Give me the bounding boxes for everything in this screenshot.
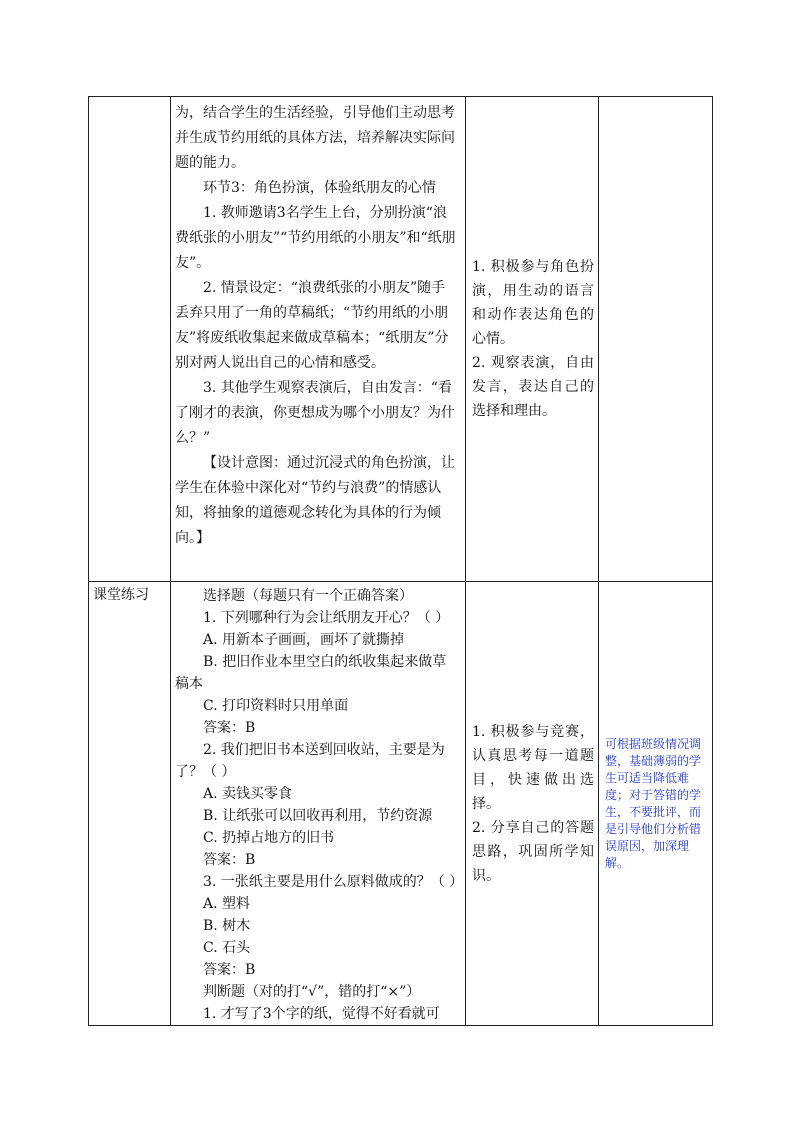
teacher-note: 可根据班级情况调整，基础薄弱的学生可适当降低难度；对于答错的学生，不要批评，而是引导他们分析错误原因，加深理解。 xyxy=(605,736,702,870)
student-activity-cell xyxy=(466,97,599,582)
exercise-line: 答案：B xyxy=(203,720,256,736)
exercise-line: 3. 一张纸主要是用什么原料做成的？（ ） xyxy=(203,874,464,890)
exercise-line: A. 塑料 xyxy=(203,896,251,912)
table-row xyxy=(89,97,713,582)
student-activity-1: 1. 积极参与竞赛，认真思考每一道题目，快速做出选择。 xyxy=(472,723,594,812)
stage-label: 课堂练习 xyxy=(93,587,149,603)
step-title: 环节3：角色扮演，体验纸朋友的心情 xyxy=(203,180,436,196)
paragraph-continuation: 为，结合学生的生活经验，引导他们主动思考并生成节约用纸的具体方法，培养解决实际问题的能力。 xyxy=(175,105,455,171)
table-row xyxy=(89,582,713,1026)
exercise-line: A. 卖钱买零食 xyxy=(203,786,293,802)
exercise-line: 答案：B xyxy=(203,962,256,978)
student-activity-cell xyxy=(466,582,599,1026)
student-activity-2: 2. 分享自己的答题思路，巩固所学知识。 xyxy=(472,819,594,884)
exercise-list xyxy=(171,582,465,1025)
exercise-line: 选择题（每题只有一个正确答案） xyxy=(203,588,413,604)
exercise-line: C. 扔掉占地方的旧书 xyxy=(203,830,335,846)
teacher-activity-cell xyxy=(171,97,466,582)
student-activity-2: 2. 观察表演，自由发言，表达自己的选择和理由。 xyxy=(472,355,594,419)
exercise-line: 1. 下列哪种行为会让纸朋友开心？（ ） xyxy=(203,610,450,626)
exercise-line: 2. 我们把旧书本送到回收站，主要是为了？（ ） xyxy=(175,742,445,780)
exercise-line: B. 让纸张可以回收再利用，节约资源 xyxy=(203,808,433,824)
lesson-plan-table xyxy=(88,96,713,1026)
step-2: 2. 情景设定：“浪费纸张的小朋友”随手丢弃只用了一角的草稿纸；“节约用纸的小朋友”将废纸收集起来做成草稿本；“纸朋友”分别对两人说出自己的心情和感受。 xyxy=(175,280,449,371)
exercise-line: A. 用新本子画画，画坏了就撕掉 xyxy=(203,632,405,648)
student-activity-1: 1. 积极参与角色扮演，用生动的语言和动作表达角色的心情。 xyxy=(472,259,594,347)
exercise-line: B. 树木 xyxy=(203,918,251,934)
design-intent: 【设计意图：通过沉浸式的角色扮演，让学生在体验中深化对“节约与浪费”的情感认知，将抽象的道德观念转化为具体的行为倾向。】 xyxy=(175,455,455,546)
stage-cell xyxy=(89,582,171,1026)
notes-cell xyxy=(599,582,713,1026)
step-3: 3. 其他学生观察表演后，自由发言：“看了刚才的表演，你更想成为哪个小朋友？为什么？” xyxy=(175,380,455,446)
exercise-line: 1. 才写了3个字的纸，觉得不好看就可 xyxy=(203,1006,440,1022)
exercise-cell xyxy=(171,582,466,1026)
step-1: 1. 教师邀请3名学生上台，分别扮演“浪费纸张的小朋友”“节约用纸的小朋友”和“纸朋友”。 xyxy=(175,205,456,271)
stage-cell xyxy=(89,97,171,582)
exercise-line: C. 石头 xyxy=(203,940,251,956)
exercise-line: 答案：B xyxy=(203,852,256,868)
exercise-line: 判断题（对的打“√”，错的打“×”） xyxy=(203,984,421,1000)
exercise-line: C. 打印资料时只用单面 xyxy=(203,698,349,714)
exercise-line: B. 把旧作业本里空白的纸收集起来做草稿本 xyxy=(175,654,447,692)
notes-cell xyxy=(599,97,713,582)
